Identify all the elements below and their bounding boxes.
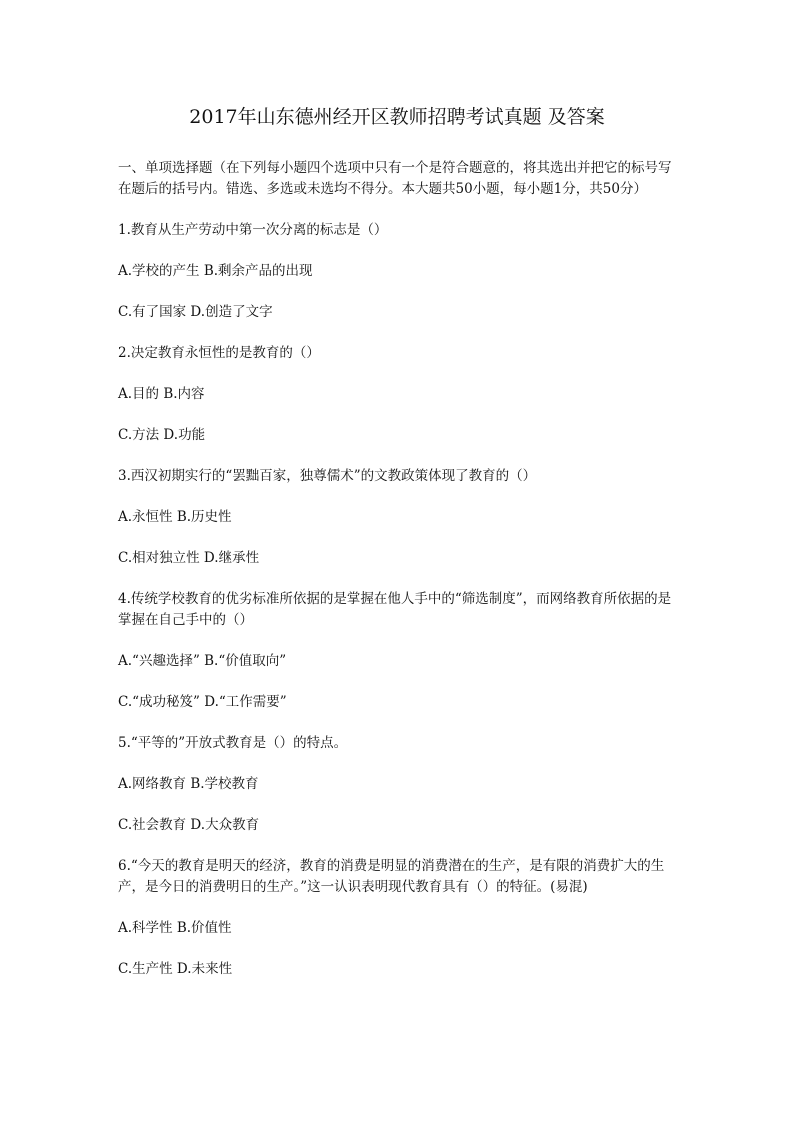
option-line: A.网络教育 B.学校教育: [118, 776, 259, 792]
question-text: 5.“平等的”开放式教育是（）的特点。: [118, 735, 348, 751]
option-line: C.相对独立性 D.继承性: [118, 550, 260, 566]
option-line: C.生产性 D.未来性: [118, 961, 233, 977]
option-line: C.有了国家 D.创造了文字: [118, 304, 273, 320]
question-item: [118, 733, 678, 836]
option-line: A.“兴趣选择” B.“价值取向”: [118, 653, 287, 669]
section-heading: 一、单项选择题（在下列每小题四个选项中只有一个是符合题意的，将其选出并把它的标号写在题后的括号内。错选、多选或未选均不得分。本大题共50小题，每小题1分，共50分）: [118, 160, 672, 197]
document-body: [118, 158, 678, 1000]
option-line: C.社会教育 D.大众教育: [118, 817, 260, 833]
question-item: [118, 589, 678, 713]
option-line: A.学校的产生 B.剩余产品的出现: [118, 263, 313, 279]
option-line: A.科学性 B.价值性: [118, 920, 232, 936]
document-title: 2017年山东德州经开区教师招聘考试真题 及答案: [189, 106, 605, 128]
question-text: 4.传统学校教育的优劣标准所依据的是掌握在他人手中的“筛选制度”，而网络教育所依据的是掌握在自己手中的（）: [118, 591, 672, 628]
option-line: C.“成功秘笈” D.“工作需要”: [118, 694, 287, 710]
question-text: 6.“今天的教育是明天的经济，教育的消费是明显的消费潜在的生产，是有限的消费扩大的生产，是今日的消费明日的生产。”这一认识表明现代教育具有（）的特征。(易混): [118, 858, 665, 895]
question-item: [118, 343, 678, 446]
option-line: A.目的 B.内容: [118, 386, 205, 402]
question-text: 3.西汉初期实行的“罢黜百家，独尊儒术”的文教政策体现了教育的（）: [118, 468, 537, 484]
question-item: [118, 856, 678, 980]
question-text: 1.教育从生产劳动中第一次分离的标志是（）: [118, 222, 388, 238]
question-text: 2.决定教育永恒性的是教育的（）: [118, 345, 320, 361]
question-item: [118, 466, 678, 569]
option-line: C.方法 D.功能: [118, 427, 206, 443]
question-item: [118, 220, 678, 323]
option-line: A.永恒性 B.历史性: [118, 509, 232, 525]
